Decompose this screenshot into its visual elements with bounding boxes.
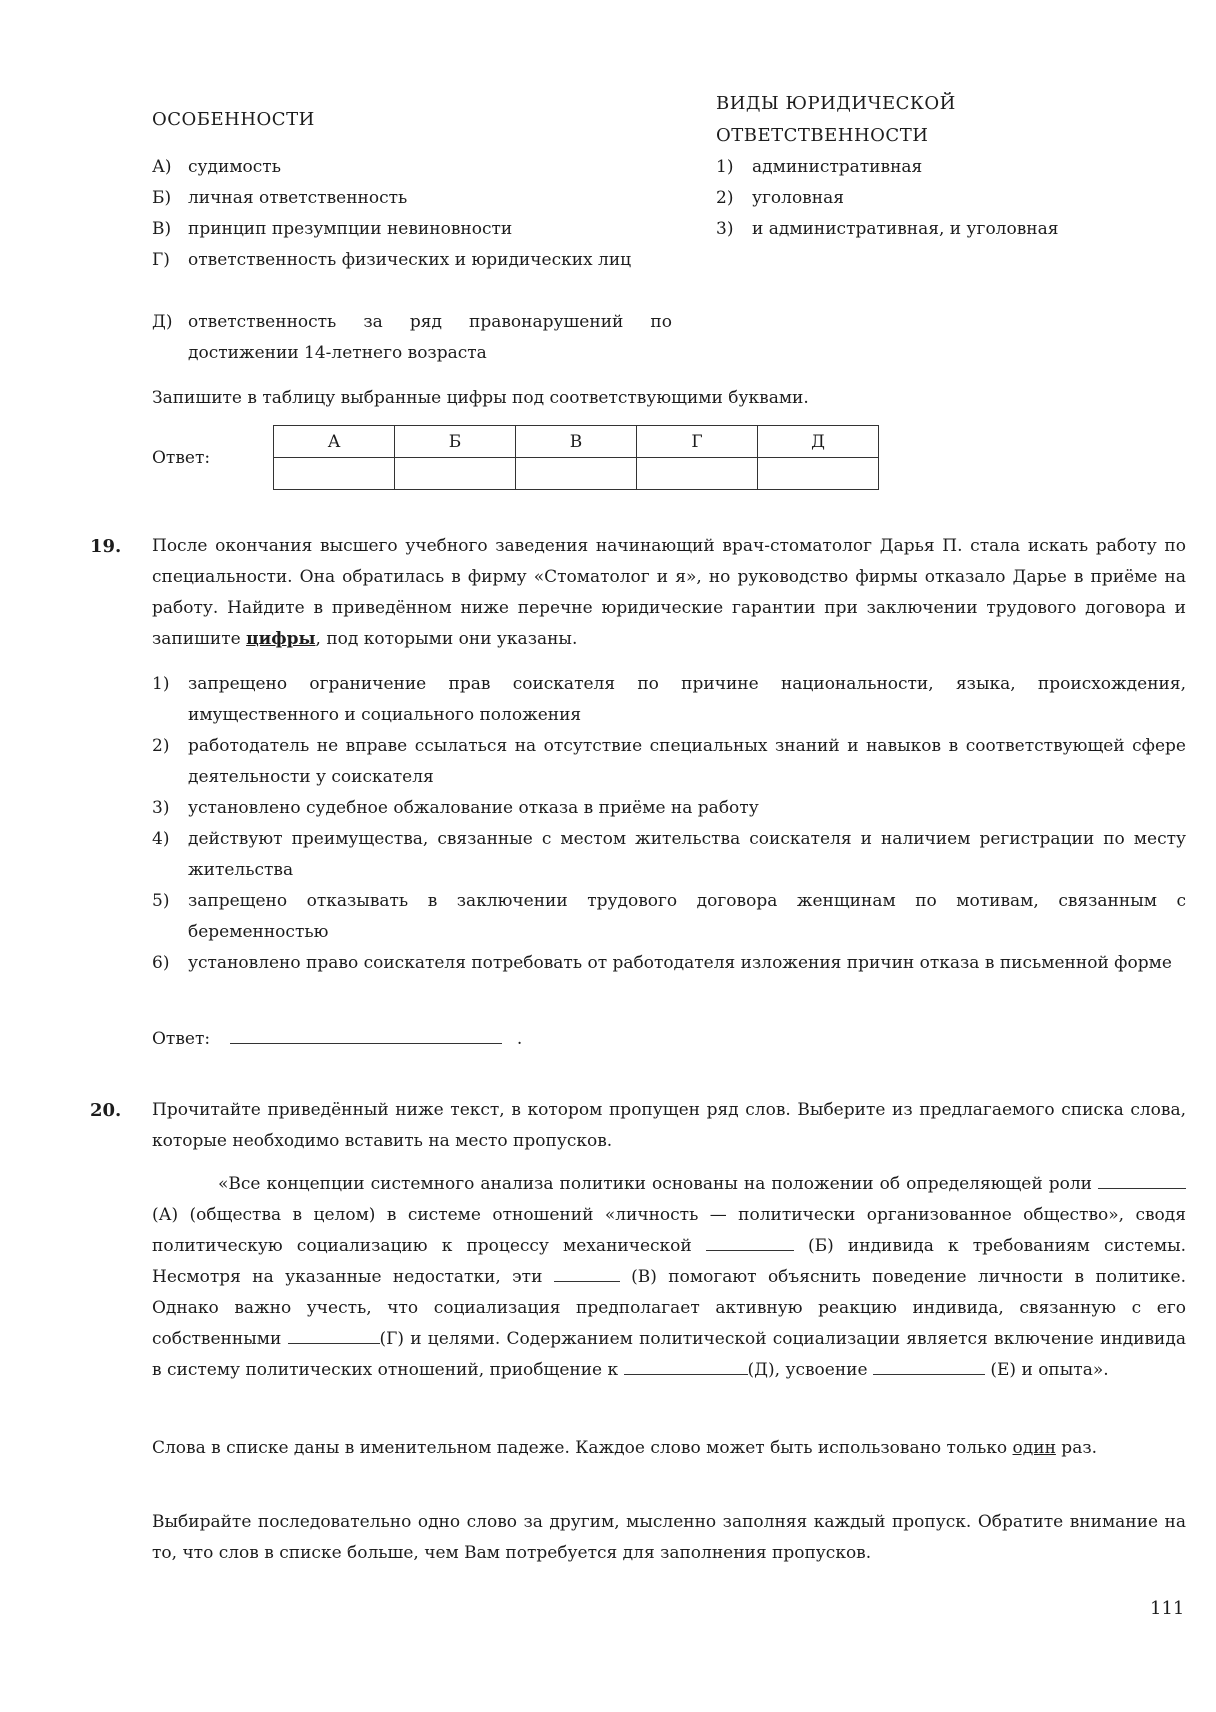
q20-note1-emphasis: один [1012, 1438, 1056, 1458]
q20-gap-text [152, 1169, 1186, 1386]
q20-note1-end: раз. [1055, 1438, 1098, 1458]
q20-note1-text: Слова в списке даны в именительном падеже. Каждое слово может быть использовано только [152, 1438, 1013, 1458]
q19-intro-text: После окончания высшего учебного заведения начинающий врач-стоматолог Дарья П. стала искать работу по специальности. Она обратилась в фирму «Стоматолог и я», но руководство фирмы отказало Дарье в приёме на работу. Найдите в приведённом ниже перечне юридические гарантии при заключении трудового договора и запишите [152, 536, 1186, 649]
feature-item-b [152, 183, 672, 214]
option-label: 1) [152, 674, 170, 694]
answer-header-g: Г [637, 426, 758, 458]
answer-cell-d[interactable] [758, 458, 879, 490]
liability-text: административная [752, 157, 923, 177]
q20-text-7: (Е) и опыта». [990, 1360, 1109, 1380]
option-text: запрещено отказывать в заключении трудового договора женщинам по мотивам, связанным с беременностью [188, 891, 1186, 942]
q19-intro-emphasis: цифры [246, 629, 316, 649]
option-text: работодатель не вправе ссылаться на отсутствие специальных знаний и навыков в соответствующей сфере деятельности у соискателя [188, 736, 1186, 787]
option-label: 4) [152, 829, 170, 849]
q20-note-2: Выбирайте последовательно одно слово за другим, мысленно заполняя каждый пропуск. Обратите внимание на то, что слов в списке больше, чем Вам потребуется для заполнения пропусков. [152, 1512, 1186, 1563]
gap-a-field[interactable] [1098, 1170, 1186, 1189]
gap-e-field[interactable] [873, 1356, 985, 1375]
gap-g-field[interactable] [288, 1325, 380, 1344]
gap-v-field[interactable] [554, 1263, 620, 1282]
liability-text: и административная, и уголовная [752, 219, 1059, 239]
liability-heading-line1: ВИДЫ ЮРИДИЧЕСКОЙ [716, 93, 956, 114]
feature-text: судимость [188, 157, 281, 177]
liability-label: 3) [716, 219, 734, 239]
gap-d-field[interactable] [624, 1356, 748, 1375]
table-instruction: Запишите в таблицу выбранные цифры под соответствующими буквами. [152, 388, 809, 408]
answer-label: Ответ: [152, 448, 211, 468]
feature-text: личная ответственность [188, 188, 408, 208]
feature-label: Г) [152, 250, 170, 270]
q20-text-6: (Д), усвоение [747, 1360, 868, 1380]
question-19-intro [152, 531, 1186, 655]
q20-text-4: (В) помогают объяснить поведение личности в политике. Однако важно учесть, что социализация предполагает активную реакцию индивида, связанную с его собственными [152, 1267, 1186, 1349]
option-label: 2) [152, 736, 170, 756]
answer-table [273, 425, 879, 490]
option-text: действуют преимущества, связанные с местом жительства соискателя и наличием регистрации по месту жительства [188, 829, 1186, 880]
answer-cell-g[interactable] [637, 458, 758, 490]
option-text: запрещено ограничение прав соискателя по причине национальности, языка, происхождения, имущественного и социального положения [188, 674, 1186, 725]
answer-cell-a[interactable] [274, 458, 395, 490]
q19-intro-end: , под которыми они указаны. [315, 629, 578, 649]
liability-text: уголовная [752, 188, 844, 208]
page-number: 111 [1150, 1598, 1185, 1619]
q20-text-5: (Г) и целями. Содержанием политической социализации является включение индивида в систему политических отношений, приобщение к [152, 1329, 1186, 1380]
feature-label: Б) [152, 188, 172, 208]
option-text: установлено право соискателя потребовать от работодателя изложения причин отказа в письменной форме [188, 953, 1172, 973]
answer-header-d: Д [758, 426, 879, 458]
q19-answer-label: Ответ: [152, 1029, 211, 1049]
feature-label: В) [152, 219, 172, 239]
answer-cell-v[interactable] [516, 458, 637, 490]
liability-label: 1) [716, 157, 734, 177]
question-20-number: 20. [90, 1100, 122, 1121]
liability-heading-line2: ОТВЕТСТВЕННОСТИ [716, 125, 929, 146]
question-19-number: 19. [90, 536, 122, 557]
question-20-intro: Прочитайте приведённый ниже текст, в котором пропущен ряд слов. Выберите из предлагаемого списка слова, которые необходимо вставить на место пропусков. [152, 1100, 1186, 1151]
feature-item-a [152, 152, 672, 183]
feature-item-v [152, 214, 672, 245]
liability-types-heading [716, 88, 956, 152]
option-label: 3) [152, 798, 170, 818]
q19-answer-field[interactable] [230, 1025, 502, 1044]
liability-item-2 [716, 183, 1196, 214]
option-label: 6) [152, 953, 170, 973]
liability-label: 2) [716, 188, 734, 208]
feature-text: ответственность физических и юридических лиц [188, 250, 632, 270]
option-text: установлено судебное обжалование отказа в приёме на работу [188, 798, 759, 818]
q20-note-1 [152, 1433, 1186, 1464]
q20-text-2: (А) (общества в целом) в системе отношений «личность — политически организованное общество», сводя политическую социализацию к процессу механической [152, 1205, 1186, 1256]
answer-header-a: А [274, 426, 395, 458]
answer-header-b: Б [395, 426, 516, 458]
q19-answer-row [152, 1024, 522, 1055]
answer-cell-b[interactable] [395, 458, 516, 490]
features-heading: ОСОБЕННОСТИ [152, 109, 315, 130]
feature-item-g [152, 245, 672, 276]
feature-text: ответственность за ряд правонарушений по достижении 14-летнего возраста [188, 312, 672, 363]
feature-label: А) [152, 157, 172, 177]
answer-table-header-row [274, 426, 879, 458]
q20-text-1: «Все концепции системного анализа политики основаны на положении об определяющей роли [218, 1174, 1092, 1194]
gap-b-field[interactable] [706, 1232, 794, 1251]
feature-label: Д) [152, 312, 173, 332]
q19-answer-period: . [516, 1029, 523, 1049]
feature-text: принцип презумпции невиновности [188, 219, 513, 239]
answer-table-input-row [274, 458, 879, 490]
q20-text-3: (Б) индивида к требованиям системы. Несмотря на указанные недостатки, эти [152, 1236, 1187, 1287]
option-label: 5) [152, 891, 170, 911]
liability-item-3 [716, 214, 1196, 245]
liability-item-1 [716, 152, 1196, 183]
feature-item-d [152, 307, 672, 363]
answer-header-v: В [516, 426, 637, 458]
